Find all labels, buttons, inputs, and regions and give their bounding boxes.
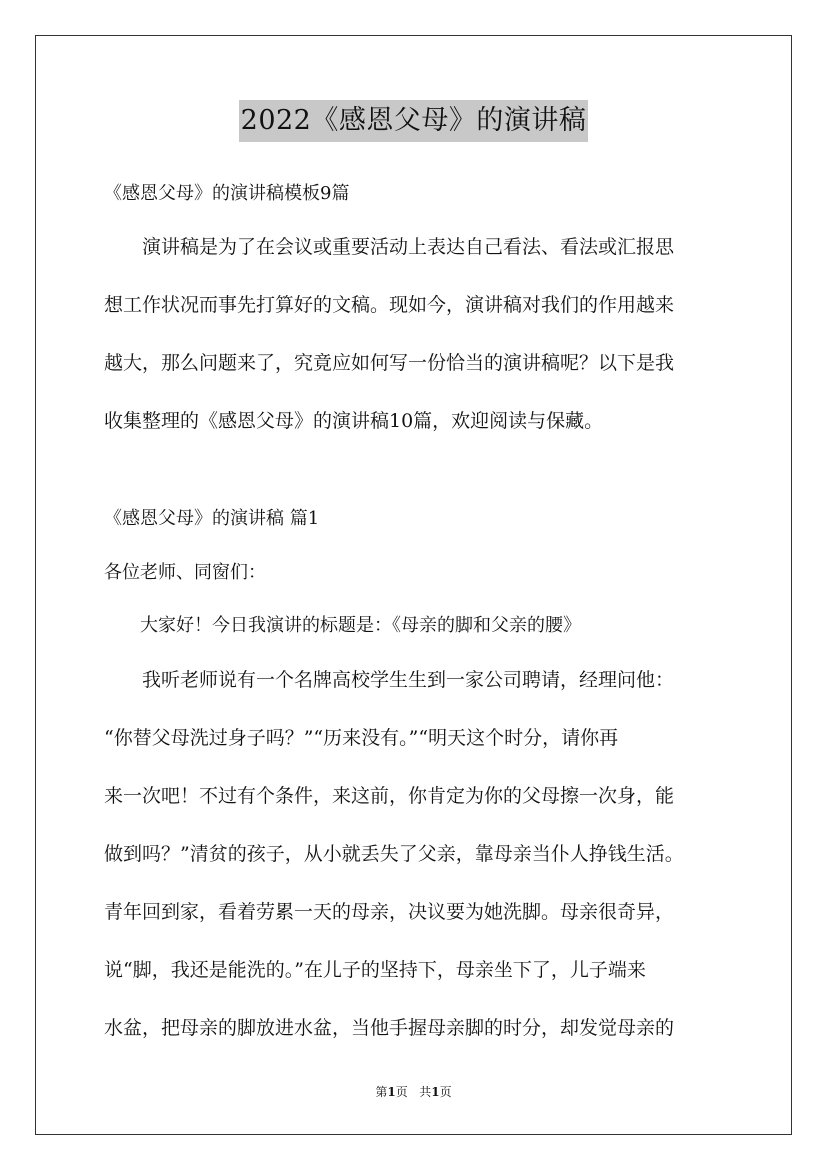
- intro-paragraph: [104, 234, 726, 466]
- title-container: [0, 100, 827, 142]
- page-number: 1: [387, 1085, 396, 1099]
- intro-line: 越大，那么问题来了，究竟应如何写一份恰当的演讲稿呢？以下是我: [104, 352, 675, 374]
- total-prefix: 共: [419, 1085, 432, 1099]
- page-suffix: 页: [395, 1085, 408, 1099]
- document-title: 2022《感恩父母》的演讲稿: [239, 100, 589, 142]
- page-prefix: 第: [375, 1085, 388, 1099]
- section-heading: 《感恩父母》的演讲稿 篇1: [104, 508, 320, 529]
- story-line: 水盆，把母亲的脚放进水盆，当他手握母亲脚的时分，却发觉母亲的: [104, 1017, 675, 1039]
- page-footer: [0, 1085, 827, 1099]
- story-line: 青年回到家，看着劳累一天的母亲，决议要为她洗脚。母亲很奇异，: [104, 901, 675, 923]
- story-line: “你替父母洗过身子吗？”“历来没有。”“明天这个时分，请你再: [104, 727, 619, 749]
- story-line: 来一次吧！不过有个条件，来这前，你肯定为你的父母擦一次身，能: [104, 785, 675, 807]
- intro-line: 想工作状况而事先打算好的文稿。现如今，演讲稿对我们的作用越来: [104, 294, 675, 316]
- total-pages: 1: [431, 1085, 440, 1099]
- story-line: 我听老师说有一个名牌高校学生生到一家公司聘请，经理问他：: [104, 669, 675, 691]
- salutation: 各位老师、同窗们：: [104, 562, 266, 583]
- story-line: 做到吗？”清贫的孩子，从小就丢失了父亲，靠母亲当仆人挣钱生活。: [104, 843, 684, 865]
- document-subtitle: 《感恩父母》的演讲稿模板9篇: [104, 183, 350, 204]
- story-paragraph: [104, 667, 726, 1073]
- greeting-line: 大家好！今日我演讲的标题是：《母亲的脚和父亲的腰》: [104, 615, 581, 636]
- intro-line: 收集整理的《感恩父母》的演讲稿10篇，欢迎阅读与保藏。: [104, 410, 604, 432]
- total-suffix: 页: [439, 1085, 452, 1099]
- intro-line: 演讲稿是为了在会议或重要活动上表达自己看法、看法或汇报思: [104, 236, 675, 258]
- story-line: 说“脚，我还是能洗的。”在儿子的坚持下，母亲坐下了，儿子端来: [104, 959, 646, 981]
